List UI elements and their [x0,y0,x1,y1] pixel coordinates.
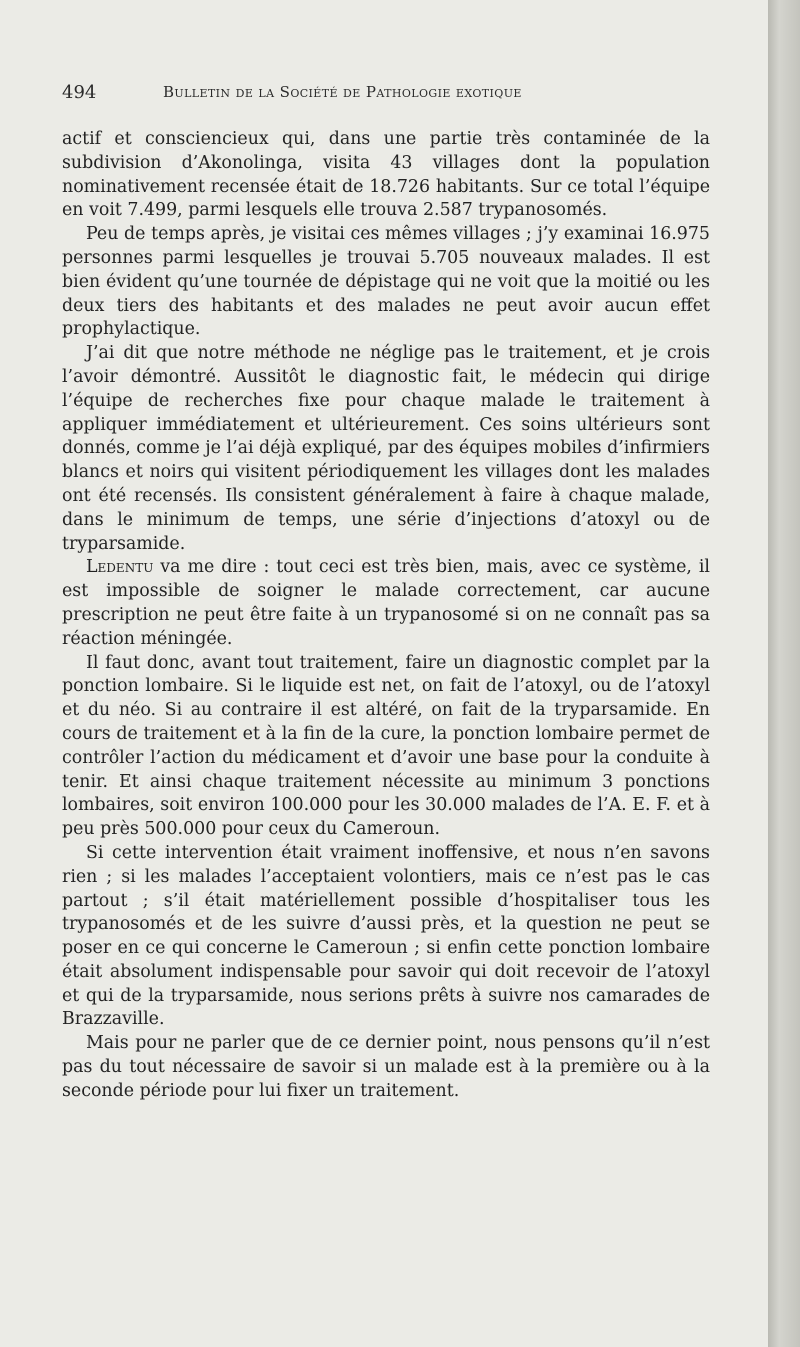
author-name: Ledentu [86,557,154,578]
paragraph: Il faut donc, avant tout traitement, faire un diagnostic complet par la ponction lombaire. Si le liquide est net, on fait de l’atoxyl, ou de l’atoxyl et du néo. Si au contraire il est altéré, on fait de la tryparsamide. En cours de traitement et à la fin de la cure, la ponction lombaire permet de contrôler l’action du médicament et d’avoir une base pour la conduite à tenir. Et ainsi chaque traitement nécessite au minimum 3 ponctions lombaires, soit environ 100.000 pour les 30.000 malades de l’A. E. F. et à peu près 500.000 pour ceux du Cameroun. [62,652,710,840]
paragraph-text: va me dire : tout ceci est très bien, mais, avec ce système, il est impossible de soigner le malade correctement, car aucune prescription ne peut être faite à un trypanosomé si on ne connaît pas sa réaction méningée. [62,557,710,649]
page-header [62,82,714,112]
paragraph: Mais pour ne parler que de ce dernier point, nous pensons qu’il n’est pas du tout nécessaire de savoir si un malade est à la première ou à la seconde période pour lui fixer un traitement. [62,1033,710,1101]
paragraph: Peu de temps après, je visitai ces mêmes villages ; j’y examinai 16.975 personnes parmi lesquelles je trouvai 5.705 nouveaux malades. Il est bien évident qu’une tournée de dépistage qui ne voit que la moitié ou les deux tiers des habitants et des malades ne peut avoir aucun effet prophylactique. [62,224,710,340]
paragraph: J’ai dit que notre méthode ne néglige pas le traitement, et je crois l’avoir démontré. Aussitôt le diagnostic fait, le médecin qui dirige l’équipe de recherches fixe pour chaque malade le traitement à appliquer immédiatement et ultérieurement. Ces soins ultérieurs sont donnés, comme je l’ai déjà expliqué, par des équipes mobiles d’infirmiers blancs et noirs qui visitent périodiquement les villages dont les malades ont été recensés. Ils consistent généralement à faire à chaque malade, dans le minimum de temps, une série d’injections d’atoxyl ou de tryparsamide. [62,343,710,554]
paragraph [62,556,710,651]
book-gutter [768,0,800,1347]
article-body [62,128,710,1104]
paragraph: Si cette intervention était vraiment inoffensive, et nous n’en savons rien ; si les malades l’acceptaient volontiers, mais ce n’est pas le cas partout ; s’il était matériellement possible d’hospitaliser tous les trypanosomés et de les suivre d’aussi près, et la question ne peut se poser en ce qui concerne le Cameroun ; si enfin cette ponction lombaire était absolument indispensable pour savoir qui doit recevoir de l’atoxyl et qui de la tryparsamide, nous serions prêts à suivre nos camarades de Brazzaville. [62,842,710,1030]
page-number: 494 [62,82,97,103]
paragraph-continuation: actif et consciencieux qui, dans une partie très contaminée de la subdivision d’Akonolinga, visita 43 villages dont la population nominativement recensée était de 18.726 habitants. Sur ce total l’équipe en voit 7.499, parmi lesquels elle trouva 2.587 trypanosomés. [62,129,710,221]
running-title: Bulletin de la Société de Pathologie exotique [163,83,522,101]
